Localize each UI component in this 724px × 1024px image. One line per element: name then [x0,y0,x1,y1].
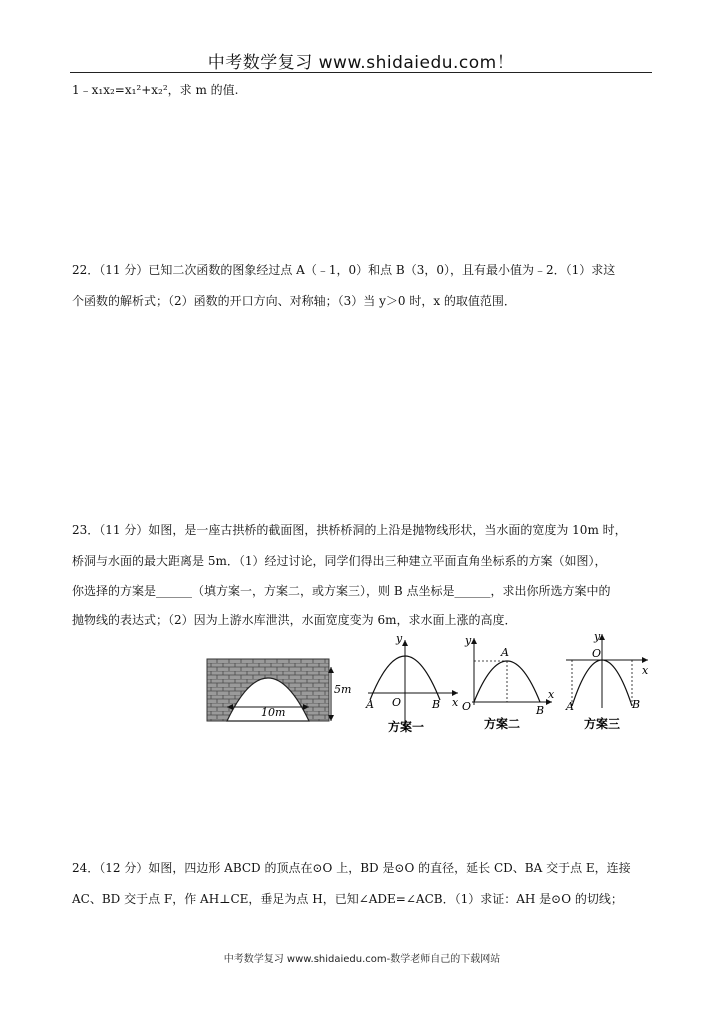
plan3-b-label: B [632,698,641,711]
plan1-origin-label: O [392,696,402,709]
plan2-y-label: y [465,634,472,647]
q22-line-2: 个函数的解析式；（2）函数的开口方向、对称轴；（3）当 y＞0 时，x 的取值范围． [72,294,516,308]
plan1-x-label: x [452,696,459,709]
q21-tail-line: 1﹣x₁x₂=x₁²+x₂²，求 m 的值. [72,83,239,97]
plan1-figure [360,630,465,740]
q24-line-1: 24．（12 分）如图，四边形 ABCD 的顶点在⊙O 上，BD 是⊙O 的直径，延长 CD、BA 交于点 E，连接 [72,861,631,875]
q23-line-4: 抛物线的表达式；（2）因为上游水库泄洪，水面宽度变为 6m，求水面上涨的高度． [72,613,517,627]
plan2-x-label: x [548,688,555,701]
plan3-y-label: y [594,630,601,643]
bridge-height-label: 5m [334,683,352,696]
page-header-title: 中考数学复习 www.shidaiedu.com！ [207,53,515,73]
bridge-width-label: 10m [261,706,286,719]
bridge-figure [205,655,355,727]
plan1-b-label: B [432,698,441,711]
page-footer: 中考数学复习 www.shidaiedu.com-数学老师自己的下载网站 [223,954,501,965]
plan1-y-label: y [396,632,403,645]
plan3-a-label: A [566,700,574,713]
q23-line-2: 桥洞与水面的最大距离是 5m．（1）经过讨论，同学们得出三种建立平面直角坐标系的方案（如图）， [72,554,607,568]
header-rule [70,72,652,73]
plan3-origin-label: O [592,647,602,660]
plan3-figure [562,628,658,738]
q23-line-1: 23．（11 分）如图，是一座古拱桥的截面图，拱桥桥洞的上沿是抛物线形状，当水面的宽度为 10m 时， [72,523,627,537]
plan2-caption: 方案二 [484,717,521,731]
plan2-figure [460,630,560,740]
plan2-origin-label: O [462,700,472,713]
plan3-x-label: x [642,664,649,677]
plan1-a-label: A [366,698,374,711]
plan3-caption: 方案三 [584,717,621,731]
plan2-b-label: B [536,704,545,717]
q23-line-3: 你选择的方案是______（填方案一，方案二，或方案三），则 B 点坐标是______，求出你所选方案中的 [72,584,611,598]
plan2-a-label: A [501,646,509,659]
q22-line-1: 22．（11 分）已知二次函数的图象经过点 A（﹣1，0）和点 B（3，0），且有最小值为﹣2．（1）求这 [72,263,616,277]
q24-line-2: AC、BD 交于点 F，作 AH⊥CE，垂足为点 H，已知∠ADE=∠ACB．（1）求证：AH 是⊙O 的切线； [72,892,623,906]
plan1-caption: 方案一 [388,720,425,734]
